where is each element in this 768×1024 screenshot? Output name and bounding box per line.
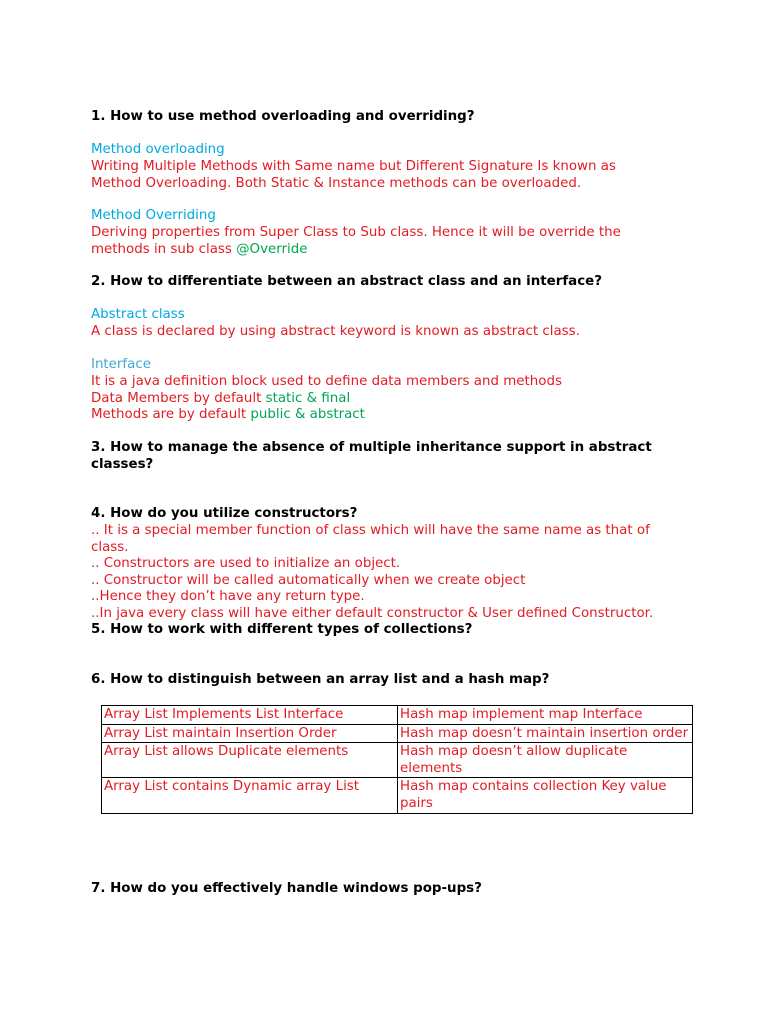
- static-final-highlight: static & final: [265, 390, 351, 406]
- table-row: [102, 706, 693, 725]
- constructor-line-1: .. It is a special member function of class which will have the same name as that of: [91, 523, 650, 538]
- constructor-line-3: .. Constructors are used to initialize an object.: [91, 556, 401, 572]
- array-list-cell: Array List Implements List Interface: [102, 706, 398, 725]
- constructor-line-4: .. Constructor will be called automatically when we create object: [91, 572, 526, 588]
- overloading-line-2: Method Overloading. Both Static & Instance methods can be overloaded.: [91, 175, 582, 191]
- table-row: [102, 724, 693, 743]
- override-annotation: @Override: [236, 241, 308, 257]
- overriding-line-1: Deriving properties from Super Class to Sub class. Hence it will be override the: [91, 225, 621, 240]
- question-6-title: 6. How to distinguish between an array list and a hash map?: [91, 672, 550, 687]
- overriding-line-2: [91, 242, 691, 259]
- arraylist-hashmap-table: [101, 705, 693, 814]
- overriding-line-2-text: methods in sub class: [91, 241, 237, 257]
- constructor-line-5: ..Hence they don’t have any return type.: [91, 589, 365, 605]
- abstract-class-heading: Abstract class: [91, 307, 185, 322]
- question-5-title: 5. How to work with different types of collections?: [91, 622, 473, 637]
- hash-map-cell: Hash map contains collection Key value pairs: [398, 778, 693, 813]
- interface-line-2-prefix: Data Members by default: [91, 390, 266, 406]
- method-overriding-heading: Method Overriding: [91, 208, 216, 223]
- interface-line-1: It is a java definition block used to define data members and methods: [91, 374, 562, 389]
- array-list-cell: Array List maintain Insertion Order: [102, 724, 398, 743]
- array-list-cell: Array List contains Dynamic array List: [102, 778, 398, 813]
- hash-map-cell: Hash map doesn’t maintain insertion order: [398, 724, 693, 743]
- question-3-title: [91, 440, 691, 473]
- question-4-title: 4. How do you utilize constructors?: [91, 506, 358, 521]
- question-2-title: 2. How to differentiate between an abstract class and an interface?: [91, 274, 602, 289]
- question-1-title: 1. How to use method overloading and overriding?: [91, 109, 475, 124]
- table-row: [102, 778, 693, 813]
- table-row: [102, 743, 693, 778]
- interface-line-2: [91, 391, 691, 408]
- hash-map-cell: Hash map doesn’t allow duplicate elements: [398, 743, 693, 778]
- public-abstract-highlight: public & abstract: [250, 407, 365, 423]
- array-list-cell: Array List allows Duplicate elements: [102, 743, 398, 778]
- question-3-line-1: 3. How to manage the absence of multiple inheritance support in abstract: [91, 440, 652, 455]
- method-overriding-text: [91, 225, 691, 258]
- interface-text: [91, 374, 691, 424]
- interface-heading: Interface: [91, 357, 151, 372]
- overloading-line-1: Writing Multiple Methods with Same name but Different Signature Is known as: [91, 159, 616, 174]
- constructor-line-2: class.: [91, 539, 129, 555]
- interface-line-3-prefix: Methods are by default: [91, 407, 251, 423]
- constructor-line-6: ..In java every class will have either default constructor & User defined Constructor.: [91, 605, 654, 621]
- interface-line-3: [91, 407, 691, 424]
- hash-map-cell: Hash map implement map Interface: [398, 706, 693, 725]
- question-7-title: 7. How do you effectively handle windows pop-ups?: [91, 881, 482, 896]
- method-overloading-text: [91, 159, 691, 192]
- abstract-class-text: A class is declared by using abstract keyword is known as abstract class.: [91, 324, 580, 339]
- method-overloading-heading: Method overloading: [91, 142, 225, 157]
- constructor-notes: [91, 523, 691, 623]
- question-3-line-2: classes?: [91, 456, 154, 472]
